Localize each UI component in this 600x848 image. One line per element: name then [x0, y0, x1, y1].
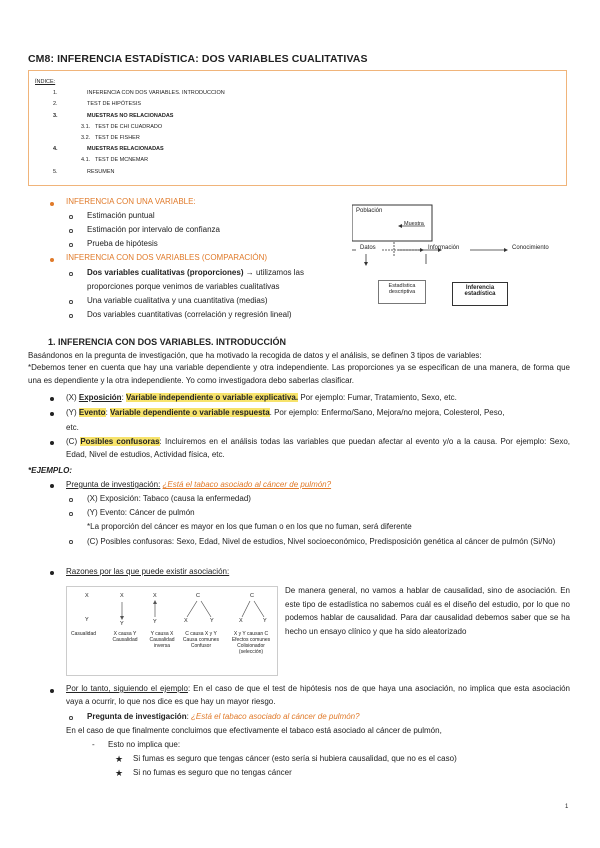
exposure-item: (X) Exposición: Variable independiente o variable explicativa. Por ejemplo: Fumar, Tratamiento, Sexo, etc.	[66, 393, 457, 402]
inference-box: Inferencia estadística	[452, 282, 508, 306]
node-label: X	[85, 593, 89, 599]
node-label: C	[196, 593, 200, 599]
sub-bullet	[69, 716, 73, 720]
descriptive-box: Estadística descriptiva	[378, 280, 426, 304]
bullet-dot	[50, 397, 54, 401]
sample-label: Muestra	[404, 221, 424, 227]
sub-bullet	[69, 498, 73, 502]
bullet-dot	[50, 202, 54, 206]
sub-bullet	[69, 512, 73, 516]
toc-label: ÍNDICE:	[35, 79, 56, 85]
sub-bullet	[69, 229, 73, 233]
list-item: (C) Posibles confusoras: Sexo, Edad, Nivel de estudios, Nivel socioeconómico, Predisposición genética al cáncer de pulmón (Si/No)	[87, 537, 556, 546]
association-reasons: Razones por las que puede existir asociación:	[66, 567, 230, 576]
list-item-cont: proporciones porque venimos de variables cualitativas	[87, 282, 280, 291]
data-label: Datos	[360, 245, 376, 251]
event-item-cont: etc.	[66, 423, 79, 432]
note: *La proporción del cáncer es mayor en los que fuman o en los que no fuman, será diferente	[87, 522, 412, 531]
caption: X y Y causan C Efectos comunes Colisionador (selección)	[231, 631, 271, 655]
list-item: Dos variables cualitativas (proporciones) → utilizamos las	[87, 268, 304, 277]
bullet-dot	[50, 689, 54, 693]
research-question: Pregunta de investigación: ¿Está el tabaco asociado al cáncer de pulmón?	[66, 480, 332, 489]
star-item: Si no fumas es seguro que no tengas cáncer	[133, 768, 292, 777]
process-diagram	[352, 202, 570, 316]
node-label: Y	[85, 617, 89, 623]
one-variable-heading: INFERENCIA CON UNA VARIABLE:	[66, 197, 196, 206]
list-item: Prueba de hipótesis	[87, 239, 158, 248]
sub-bullet	[69, 272, 73, 276]
final-text: En el caso de que finalmente concluimos que efectivamente el tabaco está asociado al cáncer de pulmón,	[66, 726, 442, 735]
caption: Y causa X Causalidad inversa	[149, 631, 175, 649]
confounder-item: (C) Posibles confusoras: Incluiremos en el análisis todas las variables que puedan afectar al evento y/o a la causa. Por ejemplo: Sexo, Edad, Nivel de estudios, Actividad física, etc.	[66, 437, 571, 459]
example-label: *EJEMPLO:	[28, 466, 73, 475]
table-of-contents: ÍNDICE: 1. INFERENCIA CON DOS VARIABLES. INTRODUCCION 2. TEST DE HIPÓTESIS 3. MUESTRAS NO RELACIONADAS 3.1. TEST DE CHI CUADRADO 3.2. TEST DE FISHER 4. MUESTRAS RELACIONADAS 4.1. TEST DE MCNEMAR 5. RESUMEN	[28, 70, 567, 186]
paragraph: Basándonos en la pregunta de investigación, que ha motivado la recogida de datos y el análisis, se definen 3 tipos de variables:	[28, 351, 482, 360]
bullet-dot	[50, 258, 54, 262]
knowledge-label: Conocimiento	[512, 245, 549, 251]
node-label: X	[184, 618, 188, 624]
list-item: Estimación puntual	[87, 211, 155, 220]
caption: C causa X y Y Causa comunes Confusor	[182, 631, 220, 649]
dash-marker: -	[92, 740, 95, 749]
caption: Casualidad	[71, 631, 97, 637]
node-label: Y	[120, 621, 124, 627]
sub-bullet	[69, 300, 73, 304]
bullet-dot	[50, 484, 54, 488]
population-label: Población	[356, 208, 383, 214]
list-item: (X) Exposición: Tabaco (causa la enfermedad)	[87, 494, 251, 503]
node-label: X	[239, 618, 243, 624]
page-number: 1	[565, 804, 569, 810]
list-item: Dos variables cuantitativas (correlación y regresión lineal)	[87, 310, 292, 319]
sub-bullet	[69, 215, 73, 219]
star-icon: ★	[115, 754, 124, 764]
research-question-2: Pregunta de investigación: ¿Está el tabaco asociado al cáncer de pulmón?	[87, 712, 360, 721]
bullet-dot	[50, 571, 54, 575]
caption: X causa Y Causalidad	[112, 631, 138, 643]
node-label: C	[250, 593, 254, 599]
bullet-dot	[50, 412, 54, 416]
star-item: Si fumas es seguro que tengas cáncer (esto sería si hubiera causalidad, que no es el caso)	[133, 754, 457, 763]
final-text: Esto no implica que:	[108, 740, 181, 749]
node-label: Y	[153, 619, 157, 625]
bullet-dot	[50, 441, 54, 445]
list-item: Estimación por intervalo de confianza	[87, 225, 220, 234]
conclusion-paragraph: Por lo tanto, siguiendo el ejemplo: En el caso de que el test de hipótesis nos de que haya una asociación, no implica que esta asociación vaya a ocurrir, lo que nos dice es que hay un mayor riesgo.	[66, 684, 570, 706]
list-item: Una variable cualitativa y una cuantitativa (medias)	[87, 296, 268, 305]
sub-bullet	[69, 540, 73, 544]
two-variables-heading: INFERENCIA CON DOS VARIABLES (COMPARACIÓN)	[66, 253, 268, 262]
node-label: X	[120, 593, 124, 599]
list-item: (Y) Evento: Cáncer de pulmón	[87, 508, 195, 517]
association-diagram	[66, 586, 278, 676]
paragraph: *Debemos tener en cuenta que hay una variable dependiente y otra independiente. Las proporciones ya se especifican de una manera, de forma que una es dependiente y la otra independiente. Yo como investigadora debo saberlas clasificar.	[28, 363, 570, 385]
page-title: CM8: INFERENCIA ESTADÍSTICA: DOS VARIABLES CUALITATIVAS	[28, 53, 368, 65]
sub-bullet	[69, 314, 73, 318]
star-icon: ★	[115, 768, 124, 778]
section-heading: 1. INFERENCIA CON DOS VARIABLES. INTRODUCCIÓN	[48, 337, 287, 347]
node-label: Y	[263, 618, 267, 624]
sub-bullet	[69, 243, 73, 247]
causality-paragraph: De manera general, no vamos a hablar de causalidad, sino de asociación. En este tipo de estadística no sabemos cuál es el diseño del estudio, por lo que no podemos hablar de causalidad. Para dar causalidad debemos saber que se ha hecho un ensayo clínico y que ha sido aleatorizado	[285, 586, 570, 636]
information-label: Información	[428, 245, 460, 251]
event-item: (Y) Evento: Variable dependiente o variable respuesta. Por ejemplo: Enfermo/Sano, Mejora/no mejora, Colesterol, Peso,	[66, 408, 505, 417]
node-label: Y	[210, 618, 214, 624]
node-label: X	[153, 593, 157, 599]
